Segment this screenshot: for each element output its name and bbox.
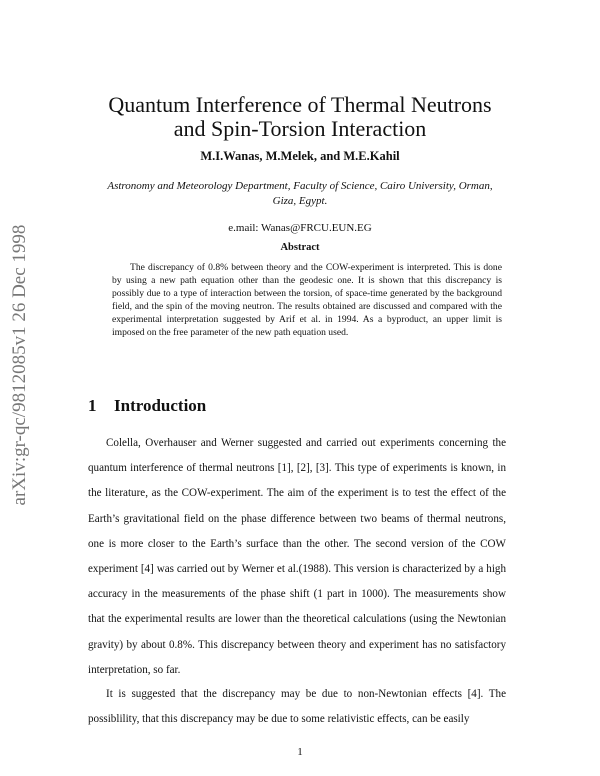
section-title: Introduction bbox=[114, 396, 207, 415]
affiliation-line-1: Astronomy and Meteorology Department, Faculty of Science, Cairo University, Orman, bbox=[107, 180, 493, 192]
body-paragraph: Colella, Overhauser and Werner suggested and carried out experiments concerning the quantum interference of thermal neutrons [1], [2], [3]. This type of experiments is known, in the literature, as the COW-experiment. The aim of the experiment is to test the effect of the Earth’s gravitational field on the phase difference between two beams of thermal neutrons, one is more closer to the Earth’s surface than the other. The second version of the COW experiment [4] was carried out by Werner et al.(1988). This version is characterized by a high accuracy in the measurements of the phase shift (1 part in 1000). The measurements show that the experimental results are lower than the theoretical calculations (using the Newtonian gravity) by about 0.8%. This discrepancy between theory and experiment has no satisfactory interpretation, so far. bbox=[88, 437, 506, 676]
body-paragraph: It is suggested that the discrepancy may be due to non-Newtonian effects [4]. The possiblility, that this discrepancy may be due to some relativistic effects, can be easily bbox=[88, 688, 506, 726]
affiliation bbox=[85, 179, 515, 209]
paper-title bbox=[70, 93, 530, 141]
title-line-1: Quantum Interference of Thermal Neutrons bbox=[108, 92, 492, 117]
abstract-text: The discrepancy of 0.8% between theory and the COW-experiment is interpreted. This is done by using a new path equation other than the geodesic one. It is shown that this discrepancy is possibly due to a type of interaction between the torsion, of space-time generated by the background field, and the spin of the moving neutron. The results obtained are discussed and compared with the experimental interpretation suggested by Arif et al. in 1994. As a byproduct, an upper limit is imposed on the free parameter of the new path equation used. bbox=[112, 262, 502, 338]
title-line-2: and Spin-Torsion Interaction bbox=[173, 116, 427, 141]
section-heading bbox=[88, 396, 206, 416]
arxiv-id: arXiv:gr-qc/9812085v1 26 Dec 1998 bbox=[9, 224, 30, 506]
section-number: 1 bbox=[88, 396, 97, 415]
abstract-heading: Abstract bbox=[280, 242, 320, 253]
affiliation-line-2: Giza, Egypt. bbox=[272, 195, 328, 207]
authors: M.I.Wanas, M.Melek, and M.E.Kahil bbox=[200, 149, 400, 163]
arxiv-sidebar-stamp bbox=[0, 200, 40, 530]
page-number: 1 bbox=[297, 746, 303, 758]
email: e.mail: Wanas@FRCU.EUN.EG bbox=[228, 222, 372, 234]
